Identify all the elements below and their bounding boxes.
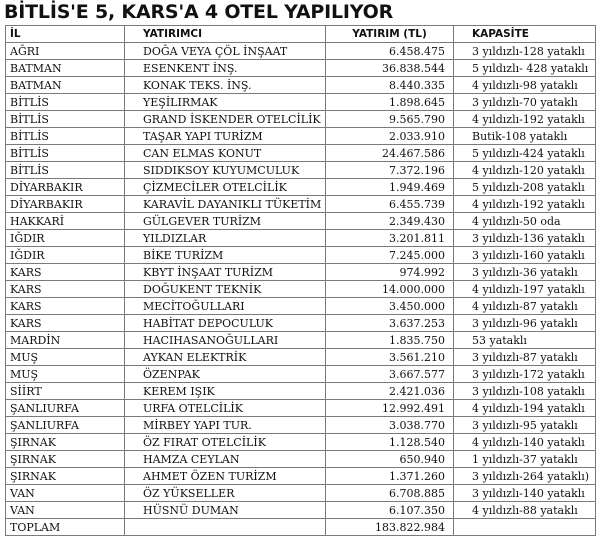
- table-row: [6, 94, 596, 111]
- cell-investor: GÜLGEVER TURİZM: [125, 213, 326, 230]
- cell-amount: 7.372.196: [326, 162, 454, 179]
- cell-il: MUŞ: [6, 349, 125, 366]
- cell-il: IĞDIR: [6, 247, 125, 264]
- investment-table: [5, 25, 596, 536]
- cell-il: SİİRT: [6, 383, 125, 400]
- table-row: [6, 247, 596, 264]
- cell-investor: URFA OTELCİLİK: [125, 400, 326, 417]
- cell-investor: ÖZ YÜKSELLER: [125, 485, 326, 502]
- cell-investor: ÖZ FIRAT OTELCİLİK: [125, 434, 326, 451]
- table-row: [6, 43, 596, 60]
- table-row: [6, 128, 596, 145]
- cell-il: DİYARBAKIR: [6, 196, 125, 213]
- cell-amount: 974.992: [326, 264, 454, 281]
- table-row: [6, 77, 596, 94]
- cell-capacity: 4 yıldızlı-98 yataklı: [454, 77, 596, 94]
- cell-investor: YEŞİLIRMAK: [125, 94, 326, 111]
- cell-amount: 24.467.586: [326, 145, 454, 162]
- cell-capacity: 4 yıldızlı-50 oda: [454, 213, 596, 230]
- cell-il: ŞANLIURFA: [6, 417, 125, 434]
- cell-investor: MECİTOĞULLARI: [125, 298, 326, 315]
- cell-il: MARDİN: [6, 332, 125, 349]
- cell-il: ŞANLIURFA: [6, 400, 125, 417]
- cell-investor: DOĞA VEYA ÇÖL İNŞAAT: [125, 43, 326, 60]
- table-row: [6, 264, 596, 281]
- cell-capacity: 1 yıldızlı-37 yataklı: [454, 451, 596, 468]
- cell-capacity: 4 yıldızlı-88 yataklı: [454, 502, 596, 519]
- cell-il: BATMAN: [6, 60, 125, 77]
- table-row: [6, 417, 596, 434]
- cell-investor: BİKE TURİZM: [125, 247, 326, 264]
- table-row: [6, 230, 596, 247]
- cell-il: KARS: [6, 264, 125, 281]
- cell-amount: 6.455.739: [326, 196, 454, 213]
- cell-capacity: 3 yıldızlı-36 yataklı: [454, 264, 596, 281]
- table-row: [6, 332, 596, 349]
- cell-amount: 2.421.036: [326, 383, 454, 400]
- cell-amount: 3.038.770: [326, 417, 454, 434]
- cell-investor: HÜSNÜ DUMAN: [125, 502, 326, 519]
- cell-amount: 9.565.790: [326, 111, 454, 128]
- table-row: [6, 145, 596, 162]
- total-empty: [125, 519, 326, 536]
- cell-il: BİTLİS: [6, 111, 125, 128]
- cell-il: ŞIRNAK: [6, 451, 125, 468]
- table-row: [6, 196, 596, 213]
- cell-capacity: 3 yıldızlı-95 yataklı: [454, 417, 596, 434]
- cell-il: BİTLİS: [6, 145, 125, 162]
- cell-investor: SIDDIKSOY KUYUMCULUK: [125, 162, 326, 179]
- cell-capacity: 3 yıldızlı-87 yataklı: [454, 349, 596, 366]
- cell-amount: 3.201.811: [326, 230, 454, 247]
- total-amount: 183.822.984: [326, 519, 454, 536]
- header-capacity: KAPASİTE: [454, 26, 596, 43]
- table-row: [6, 281, 596, 298]
- cell-investor: ESENKENT İNŞ.: [125, 60, 326, 77]
- table-row: [6, 349, 596, 366]
- cell-amount: 7.245.000: [326, 247, 454, 264]
- cell-il: VAN: [6, 485, 125, 502]
- total-row: [6, 519, 596, 536]
- cell-capacity: 4 yıldızlı-197 yataklı: [454, 281, 596, 298]
- cell-capacity: 5 yıldızlı-424 yataklı: [454, 145, 596, 162]
- cell-investor: HAMZA CEYLAN: [125, 451, 326, 468]
- cell-capacity: 4 yıldızlı-140 yataklı: [454, 434, 596, 451]
- page-title: BİTLİS'E 5, KARS'A 4 OTEL YAPILIYOR: [4, 1, 394, 23]
- cell-amount: 1.835.750: [326, 332, 454, 349]
- cell-investor: HACIHASANOĞULLARI: [125, 332, 326, 349]
- cell-capacity: 3 yıldızlı-128 yataklı: [454, 43, 596, 60]
- cell-investor: ÖZENPAK: [125, 366, 326, 383]
- cell-amount: 1.128.540: [326, 434, 454, 451]
- cell-amount: 14.000.000: [326, 281, 454, 298]
- cell-amount: 6.708.885: [326, 485, 454, 502]
- cell-il: KARS: [6, 315, 125, 332]
- cell-amount: 1.949.469: [326, 179, 454, 196]
- cell-il: MUŞ: [6, 366, 125, 383]
- cell-il: BİTLİS: [6, 128, 125, 145]
- total-empty-capacity: [454, 519, 596, 536]
- cell-capacity: 3 yıldızlı-70 yataklı: [454, 94, 596, 111]
- cell-il: BİTLİS: [6, 162, 125, 179]
- cell-amount: 6.107.350: [326, 502, 454, 519]
- table-row: [6, 213, 596, 230]
- cell-capacity: Butik-108 yataklı: [454, 128, 596, 145]
- cell-il: BİTLİS: [6, 94, 125, 111]
- cell-capacity: 3 yıldızlı-136 yataklı: [454, 230, 596, 247]
- cell-investor: KEREM IŞIK: [125, 383, 326, 400]
- table-row: [6, 366, 596, 383]
- header-investor: YATIRIMCI: [125, 26, 326, 43]
- table-row: [6, 179, 596, 196]
- cell-amount: 2.349.430: [326, 213, 454, 230]
- cell-il: KARS: [6, 281, 125, 298]
- cell-investor: KBYT İNŞAAT TURİZM: [125, 264, 326, 281]
- cell-il: VAN: [6, 502, 125, 519]
- table-row: [6, 162, 596, 179]
- cell-capacity: 4 yıldızlı-120 yataklı: [454, 162, 596, 179]
- header-amount: YATIRIM (TL): [326, 26, 454, 43]
- cell-capacity: 5 yıldızlı- 428 yataklı: [454, 60, 596, 77]
- cell-amount: 36.838.544: [326, 60, 454, 77]
- table-row: [6, 298, 596, 315]
- cell-capacity: 53 yataklı: [454, 332, 596, 349]
- cell-il: IĞDIR: [6, 230, 125, 247]
- cell-investor: MİRBEY YAPI TUR.: [125, 417, 326, 434]
- table-row: [6, 315, 596, 332]
- cell-capacity: 3 yıldızlı-96 yataklı: [454, 315, 596, 332]
- cell-investor: DOĞUKENT TEKNİK: [125, 281, 326, 298]
- cell-investor: AYKAN ELEKTRİK: [125, 349, 326, 366]
- cell-amount: 3.637.253: [326, 315, 454, 332]
- cell-capacity: 3 yıldızlı-108 yataklı: [454, 383, 596, 400]
- cell-amount: 6.458.475: [326, 43, 454, 60]
- cell-il: BATMAN: [6, 77, 125, 94]
- cell-capacity: 4 yıldızlı-87 yataklı: [454, 298, 596, 315]
- cell-amount: 8.440.335: [326, 77, 454, 94]
- cell-amount: 1.898.645: [326, 94, 454, 111]
- table-row: [6, 451, 596, 468]
- table-row: [6, 400, 596, 417]
- cell-investor: AHMET ÖZEN TURİZM: [125, 468, 326, 485]
- header-il: İL: [6, 26, 125, 43]
- table-row: [6, 468, 596, 485]
- cell-amount: 2.033.910: [326, 128, 454, 145]
- table-row: [6, 111, 596, 128]
- table-row: [6, 60, 596, 77]
- cell-investor: YILDIZLAR: [125, 230, 326, 247]
- table-row: [6, 485, 596, 502]
- total-label: TOPLAM: [6, 519, 125, 536]
- cell-amount: 650.940: [326, 451, 454, 468]
- cell-capacity: 4 yıldızlı-194 yataklı: [454, 400, 596, 417]
- cell-investor: HABİTAT DEPOCULUK: [125, 315, 326, 332]
- cell-il: ŞIRNAK: [6, 468, 125, 485]
- cell-amount: 3.450.000: [326, 298, 454, 315]
- cell-amount: 3.667.577: [326, 366, 454, 383]
- cell-capacity: 3 yıldızlı-264 yataklı): [454, 468, 596, 485]
- cell-investor: GRAND İSKENDER OTELCİLİK: [125, 111, 326, 128]
- cell-amount: 3.561.210: [326, 349, 454, 366]
- cell-investor: ÇİZMECİLER OTELCİLİK: [125, 179, 326, 196]
- cell-capacity: 3 yıldızlı-160 yataklı: [454, 247, 596, 264]
- cell-capacity: 4 yıldızlı-192 yataklı: [454, 111, 596, 128]
- cell-investor: KARAVİL DAYANIKLI TÜKETİM: [125, 196, 326, 213]
- cell-capacity: 3 yıldızlı-140 yataklı: [454, 485, 596, 502]
- cell-il: HAKKARİ: [6, 213, 125, 230]
- cell-investor: KONAK TEKS. İNŞ.: [125, 77, 326, 94]
- table-row: [6, 502, 596, 519]
- cell-capacity: 3 yıldızlı-172 yataklı: [454, 366, 596, 383]
- cell-capacity: 5 yıldızlı-208 yataklı: [454, 179, 596, 196]
- cell-il: DİYARBAKIR: [6, 179, 125, 196]
- table-header-row: [6, 26, 596, 43]
- cell-amount: 1.371.260: [326, 468, 454, 485]
- cell-capacity: 4 yıldızlı-192 yataklı: [454, 196, 596, 213]
- cell-il: KARS: [6, 298, 125, 315]
- cell-il: AĞRI: [6, 43, 125, 60]
- table-row: [6, 383, 596, 400]
- cell-il: ŞIRNAK: [6, 434, 125, 451]
- cell-amount: 12.992.491: [326, 400, 454, 417]
- cell-investor: CAN ELMAS KONUT: [125, 145, 326, 162]
- table-row: [6, 434, 596, 451]
- cell-investor: TAŞAR YAPI TURİZM: [125, 128, 326, 145]
